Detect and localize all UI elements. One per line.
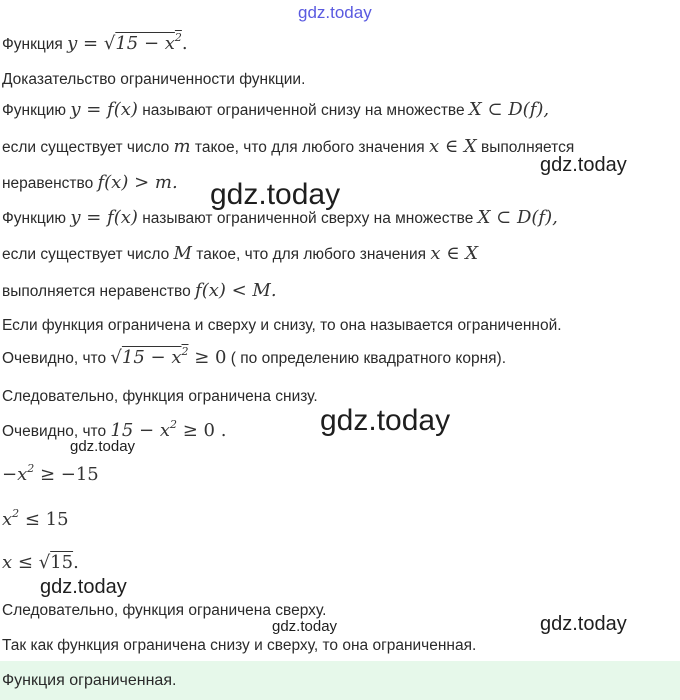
watermark: gdz.today	[540, 613, 627, 635]
watermark: gdz.today	[70, 438, 136, 455]
definition-above-cont: если существует число M такое, что для любого значения x ∈ X	[2, 243, 479, 264]
watermark: gdz.today	[210, 178, 341, 211]
final-reasoning: Так как функция ограничена снизу и сверху, то она ограниченная.	[2, 637, 477, 654]
step-2: $x^2 \le 15$	[2, 507, 69, 530]
inequality-below: неравенство f(x) > m.	[2, 172, 178, 193]
radicand-nonnegative: Очевидно, что $15 - x^2 \ge 0$ .	[2, 418, 227, 441]
definition-below: Функцию y = f(x) называют ограниченной снизу на множестве X ⊂ D(f),	[2, 99, 550, 120]
answer-text: Функция ограниченная.	[2, 672, 177, 689]
math-op: =	[77, 33, 104, 54]
function-definition	[2, 31, 188, 55]
watermark: gdz.today	[40, 576, 127, 598]
step-1: $-x^2 \ge -15$	[2, 462, 99, 485]
conclusion-below: Следовательно, функция ограничена снизу.	[2, 388, 318, 405]
math-punct: .	[181, 33, 188, 54]
sqrt-sign: √	[103, 33, 116, 54]
math-root: $15 - x^2$	[115, 31, 182, 54]
watermark: gdz.today	[272, 618, 338, 635]
definition-above: Функцию y = f(x) называют ограниченной сверху на множестве X ⊂ D(f),	[2, 207, 558, 228]
bounded-definition: Если функция ограничена и сверху и снизу, то она называется ограниченной.	[2, 317, 562, 334]
definition-below-cont: если существует число m такое, что для любого значения x ∈ X выполняется	[2, 136, 575, 157]
step-3: x ≤ √15.	[2, 552, 79, 573]
conclusion-above: Следовательно, функция ограничена сверху.	[2, 602, 327, 619]
watermark: gdz.today	[540, 154, 627, 176]
inequality-above: выполняется неравенство f(x) < M.	[2, 280, 277, 301]
sqrt-nonnegative: Очевидно, что $√15 - x^2 \ge 0$ ( по определению квадратного корня).	[2, 345, 506, 368]
label: Функция	[2, 36, 68, 53]
watermark: gdz.today	[320, 404, 451, 437]
watermark: gdz.today	[298, 3, 372, 22]
math-var: y	[67, 33, 78, 54]
section-heading: Доказательство ограниченности функции.	[2, 71, 306, 88]
